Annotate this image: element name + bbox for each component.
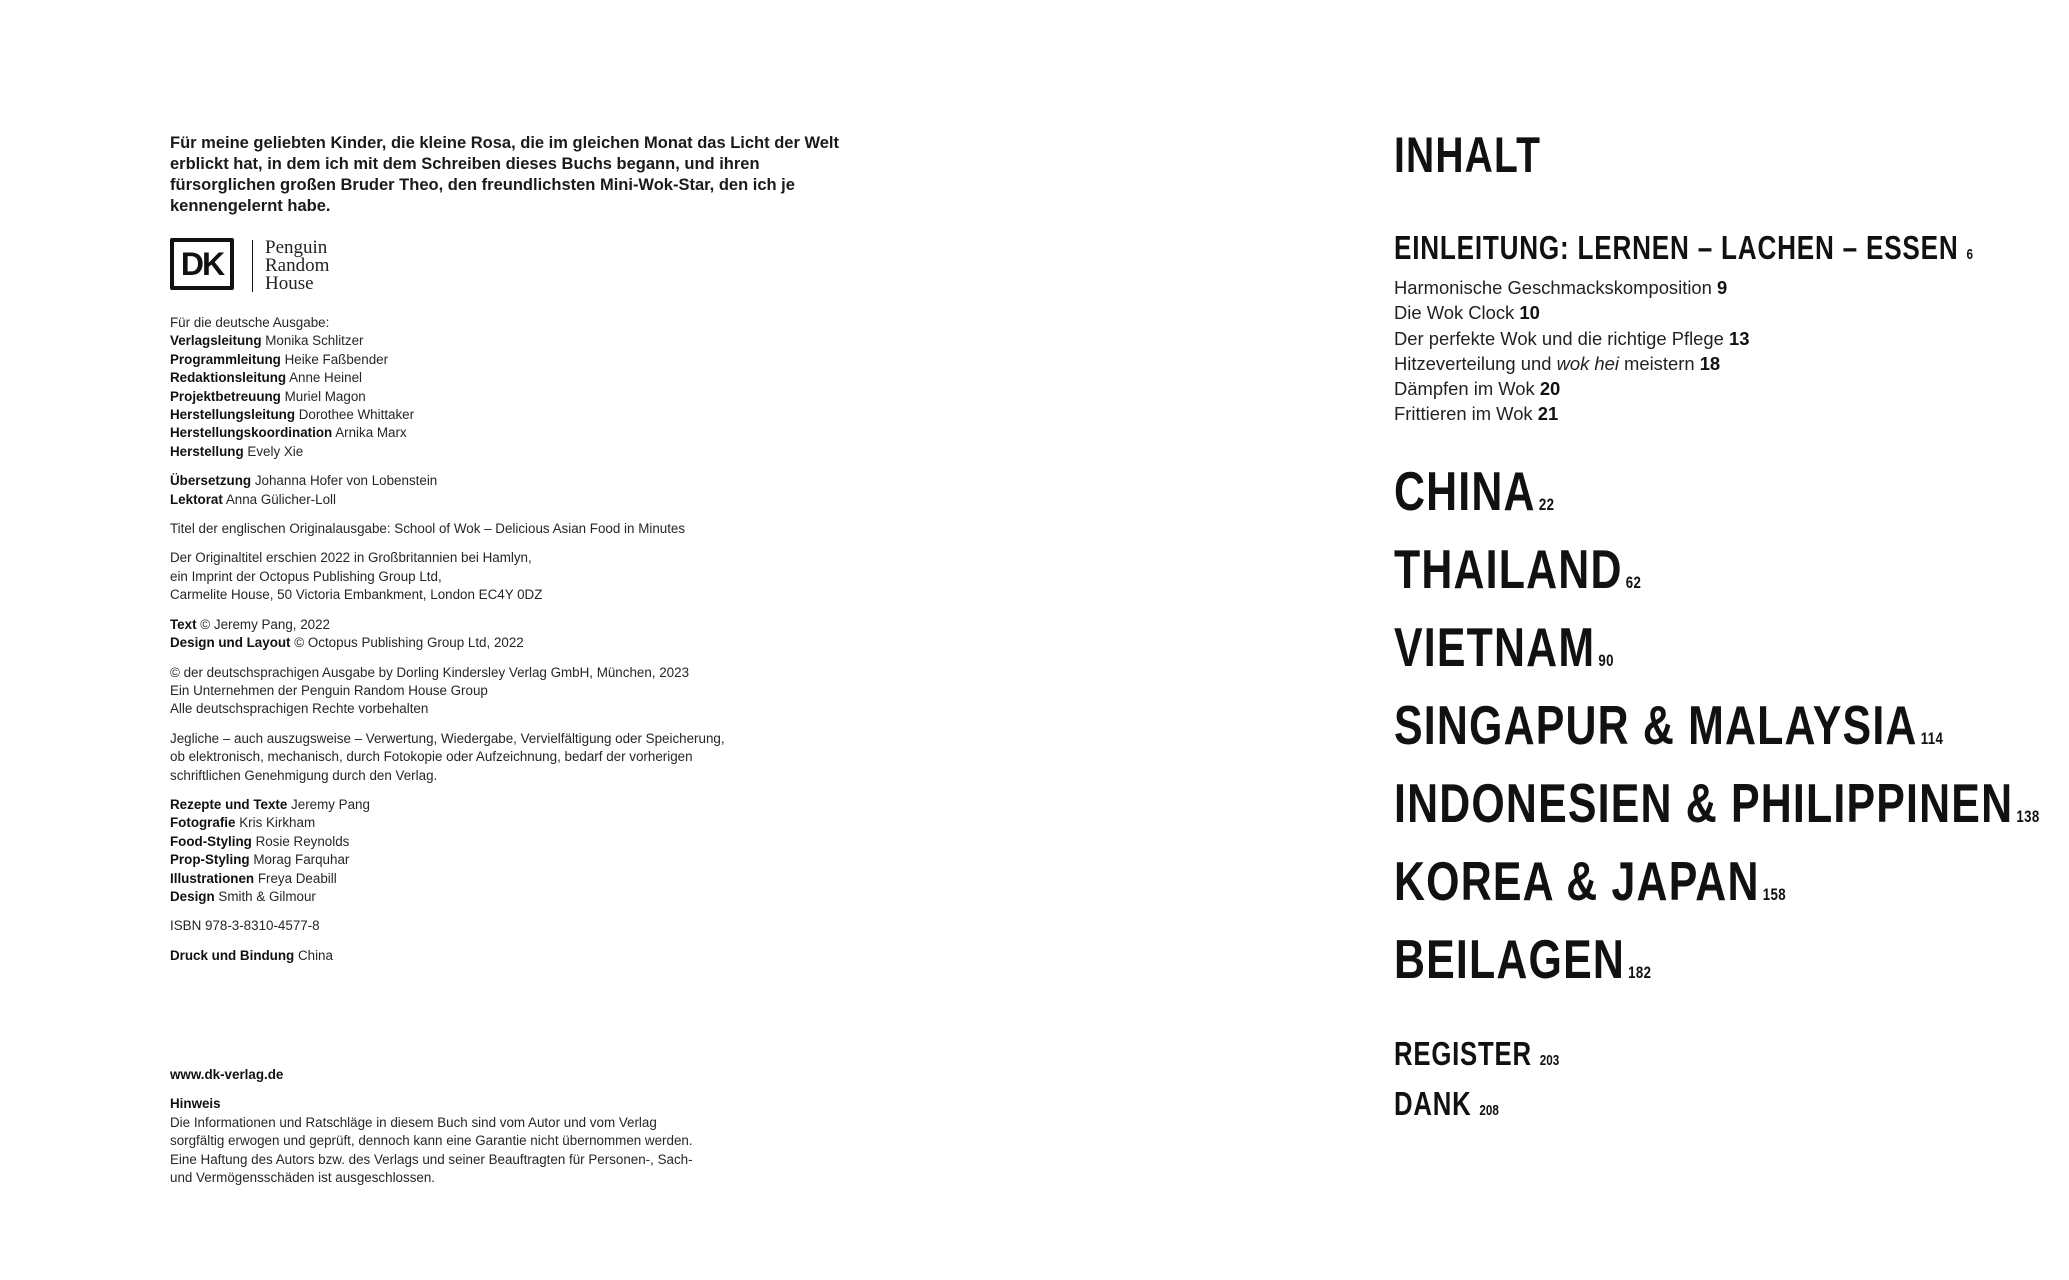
logo-divider xyxy=(252,240,253,292)
german-copyright: © der deutschsprachigen Ausgabe by Dorling Kindersley Verlag GmbH, München, 2023 Ein Unternehmen der Penguin Random House Group Alle deutschsprachigen Rechte vorbehalten xyxy=(170,664,690,717)
credit-line: Text © Jeremy Pang, 2022 xyxy=(170,616,330,632)
toc-chapter[interactable]: SINGAPUR & MALAYSIA 114 xyxy=(1394,693,1944,756)
website-link[interactable]: www.dk-verlag.de xyxy=(170,1067,284,1082)
credit-line: Herstellung Evely Xie xyxy=(170,443,304,459)
toc-dank[interactable]: DANK 208 xyxy=(1394,1084,1499,1122)
page-number: 114 xyxy=(1920,728,1944,748)
toc-chapter[interactable]: BEILAGEN 182 xyxy=(1394,927,1652,990)
toc-intro-item[interactable]: Der perfekte Wok und die richtige Pflege 13 xyxy=(1394,327,1750,349)
credit-line: Projektbetreuung Muriel Magon xyxy=(170,388,366,404)
credit-line: Herstellungsleitung Dorothee Whittaker xyxy=(170,407,415,423)
credit-line: Fotografie Kris Kirkham xyxy=(170,815,316,831)
credit-line: Illustrationen Freya Deabill xyxy=(170,870,337,886)
toc-heading: INHALT xyxy=(1394,127,1542,183)
page-number: 158 xyxy=(1762,884,1787,904)
german-edition-credits xyxy=(170,314,850,461)
credit-line: Redaktionsleitung Anne Heinel xyxy=(170,370,363,386)
toc-chapter[interactable]: THAILAND 62 xyxy=(1394,537,1642,600)
credit-line: Herstellungskoordination Arnika Marx xyxy=(170,425,407,441)
german-edition-label: Für die deutsche Ausgabe: xyxy=(170,315,330,330)
original-publication: Der Originaltitel erschien 2022 in Großbritannien bei Hamlyn, ein Imprint der Octopus Publishing Group Ltd, Carmelite House, 50 Victoria Embankment, London EC4Y 0DZ xyxy=(170,550,543,603)
toc-chapter[interactable]: CHINA 22 xyxy=(1394,459,1555,522)
toc-chapter[interactable]: INDONESIEN & PHILIPPINEN 138 xyxy=(1394,771,2040,834)
publisher-logo xyxy=(170,236,850,296)
notice-title: Hinweis xyxy=(170,1096,221,1112)
production-credits xyxy=(170,796,850,906)
table-of-contents xyxy=(1394,126,2040,1132)
credit-line: Prop-Styling Morag Farquhar xyxy=(170,852,350,868)
toc-chapters xyxy=(1394,459,2040,1005)
page-number: 182 xyxy=(1628,962,1652,982)
toc-chapter[interactable]: KOREA & JAPAN 158 xyxy=(1394,849,1787,912)
page-number: 208 xyxy=(1479,1101,1499,1119)
toc-extras xyxy=(1394,1032,2034,1132)
toc-intro-item[interactable]: Dämpfen im Wok 20 xyxy=(1394,378,1561,400)
toc-intro-item[interactable]: Harmonische Geschmackskomposition 9 xyxy=(1394,277,1728,298)
toc-intro-item[interactable]: Die Wok Clock 10 xyxy=(1394,302,1540,324)
credit-line: Verlagsleitung Monika Schlitzer xyxy=(170,333,364,349)
toc-intro-title[interactable]: EINLEITUNG: LERNEN – LACHEN – ESSEN 6 xyxy=(1394,230,1974,267)
penguin-random-house-logo: Penguin Random House xyxy=(265,237,330,294)
page-number: 138 xyxy=(2016,806,2040,826)
toc-intro-item[interactable]: Hitzeverteilung und wok hei meistern 18 xyxy=(1394,352,1721,374)
translation-credits xyxy=(170,472,850,509)
toc-intro-item[interactable]: Frittieren im Wok 21 xyxy=(1394,403,1559,425)
page-number: 22 xyxy=(1538,494,1555,514)
page-number: 6 xyxy=(1966,246,1974,263)
credit-line: Rezepte und Texte Jeremy Pang xyxy=(170,796,370,812)
isbn: ISBN 978-3-8310-4577-8 xyxy=(170,918,320,934)
credit-line: Übersetzung Johanna Hofer von Lobenstein xyxy=(170,473,438,489)
dedication: Für meine geliebten Kinder, die kleine Rosa, die im gleichen Monat das Licht der Welt erblickt hat, in dem ich mit dem Schreiben dieses Buchs begann, und ihren fürsorglichen großen Bruder Theo, den freundlichsten Mini-Wok-Star, den ich je kennengelernt habe. xyxy=(170,134,840,215)
toc-intro-list xyxy=(1394,275,2034,427)
credit-line: Programmleitung Heike Faßbender xyxy=(170,351,389,367)
credit-line: Design und Layout © Octopus Publishing Group Ltd, 2022 xyxy=(170,635,524,651)
original-title: Titel der englischen Originalausgabe: School of Wok – Delicious Asian Food in Minutes xyxy=(170,521,686,537)
toc-chapter[interactable]: VIETNAM 90 xyxy=(1394,615,1614,678)
credit-line: Food-Styling Rosie Reynolds xyxy=(170,833,350,849)
page-number: 90 xyxy=(1598,650,1614,670)
toc-register[interactable]: REGISTER 203 xyxy=(1394,1034,1560,1072)
rights-notice: Jegliche – auch auszugsweise – Verwertung, Wiedergabe, Vervielfältigung oder Speicherung, ob elektronisch, mechanisch, durch Fotokopie oder Aufzeichnung, bedarf der vorherigen schriftlichen Genehmigung durch den Verlag. xyxy=(170,730,725,783)
credit-line: Design Smith & Gilmour xyxy=(170,888,316,904)
page-number: 203 xyxy=(1539,1051,1560,1069)
credit-line: Lektorat Anna Gülicher-Loll xyxy=(170,491,336,507)
dk-logo: DK xyxy=(170,238,234,290)
imprint-footer: www.dk-verlag.de Hinweis Die Informationen und Ratschläge in diesem Buch sind vom Autor und vom Verlag sorgfältig erwogen und geprüft, dennoch kann eine Garantie nicht übernommen werden. Eine Haftung des Autors bzw. des Verlags und seiner Beauftragten für Personen-, Sach- und Vermögensschäden ist ausgeschlossen. xyxy=(170,1066,850,1187)
copyright-credits xyxy=(170,616,850,653)
printing-credit: Druck und Bindung China xyxy=(170,947,333,963)
page-number: 62 xyxy=(1625,572,1642,592)
imprint-column xyxy=(170,133,850,965)
